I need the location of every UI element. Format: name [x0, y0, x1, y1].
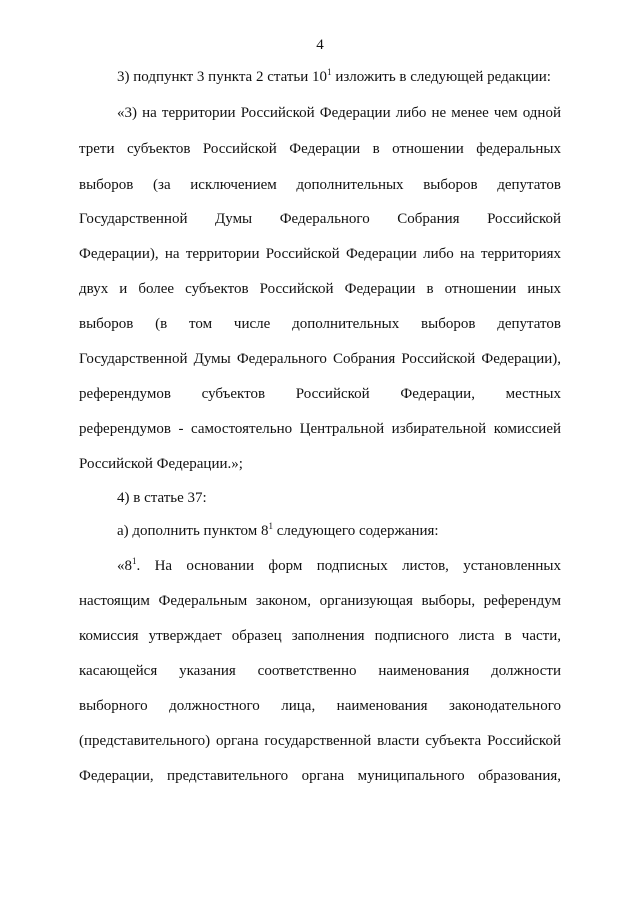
paragraph-line: настоящим Федеральным законом, организующая выборы, референдум	[79, 593, 561, 609]
paragraph-line: выборов (за исключением дополнительных выборов депутатов	[79, 177, 561, 193]
paragraph-line: «3) на территории Российской Федерации либо не менее чем одной	[117, 105, 561, 121]
paragraph-line: комиссия утверждает образец заполнения подписного листа в части,	[79, 628, 561, 644]
page-number: 4	[316, 37, 324, 53]
paragraph-line: касающейся указания соответственно наименования должности	[79, 663, 561, 679]
paragraph-line: Федерации, представительного органа муниципального образования,	[79, 768, 561, 784]
paragraph-line: трети субъектов Российской Федерации в отношении федеральных	[79, 141, 561, 157]
paragraph-line: выборов (в том числе дополнительных выборов депутатов	[79, 316, 561, 332]
paragraph-line: выборного должностного лица, наименования законодательного	[79, 698, 561, 714]
paragraph-line: 4) в статье 37:	[117, 490, 207, 506]
paragraph-line: Российской Федерации.»;	[79, 456, 243, 472]
paragraph-line: а) дополнить пунктом $8^1$ следующего содержания:	[117, 521, 439, 539]
paragraph-line: референдумов - самостоятельно Центральной избирательной комиссией	[79, 421, 561, 437]
paragraph-line: 3) подпункт 3 пункта 2 статьи $10^1$ изложить в следующей редакции:	[117, 67, 551, 85]
paragraph-line: двух и более субъектов Российской Федерации в отношении иных	[79, 281, 561, 297]
paragraph-line: Государственной Думы Федерального Собрания Российской Федерации),	[79, 351, 561, 367]
paragraph-line: референдумов субъектов Российской Федерации, местных	[79, 386, 561, 402]
paragraph-line: Федерации), на территории Российской Федерации либо на территориях	[79, 246, 561, 262]
paragraph-line: Государственной Думы Федерального Собрания Российской	[79, 211, 561, 227]
paragraph-line: (представительного) органа государственной власти субъекта Российской	[79, 733, 561, 749]
paragraph-line: «$8^1$. На основании форм подписных листов, установленных	[117, 556, 561, 574]
